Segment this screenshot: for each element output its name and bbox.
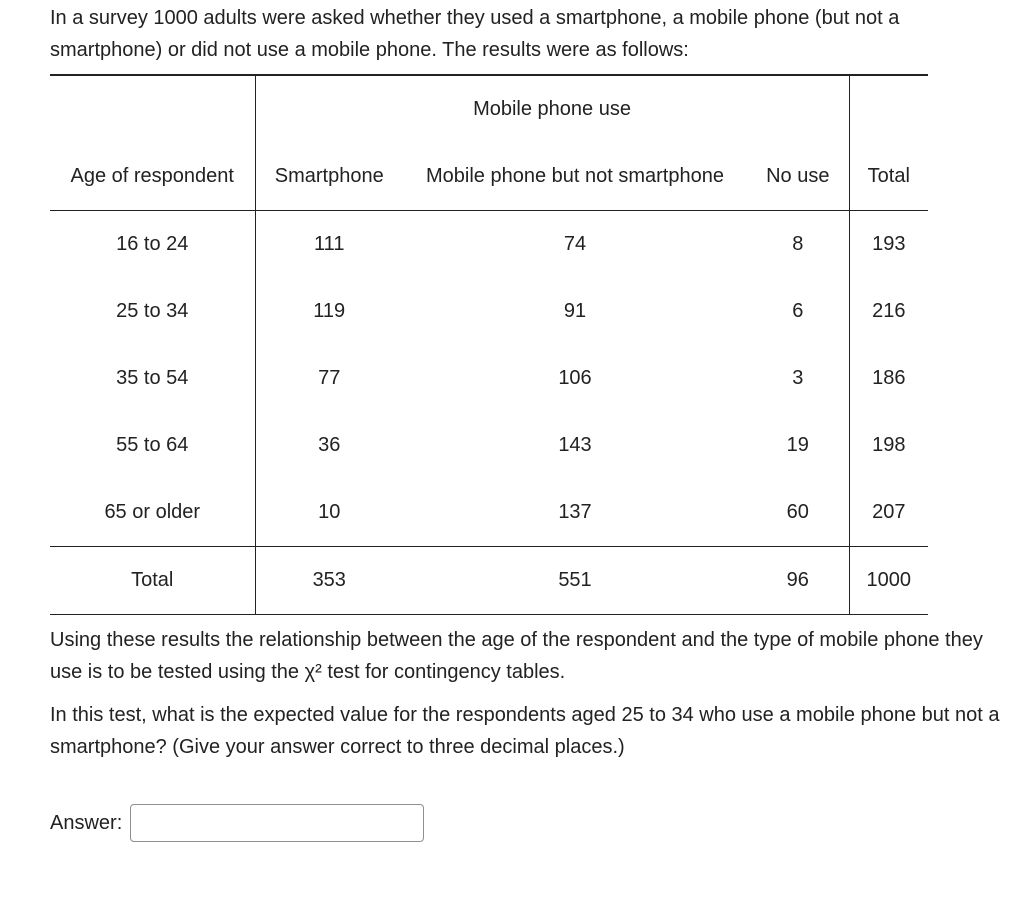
cell-smartphone: 10: [318, 501, 341, 523]
cell-mobile-not-smartphone: 143: [558, 434, 592, 456]
cell-total-smartphone: 353: [255, 547, 403, 615]
cell-mobile-not-smartphone: 137: [558, 501, 592, 523]
header-age: Age of respondent: [50, 142, 255, 211]
table-header-row: [50, 142, 928, 211]
table-group-header-row: [50, 75, 928, 142]
cell-no-use: 3: [792, 367, 804, 389]
cell-no-use: 6: [792, 300, 804, 322]
cell-smartphone: 36: [318, 434, 341, 456]
cell-no-use: 19: [786, 434, 809, 456]
contingency-table: [50, 74, 928, 615]
cell-age: 65 or older: [50, 479, 255, 547]
cell-age: 25 to 34: [50, 278, 255, 345]
cell-total-label: Total: [50, 547, 255, 615]
header-smartphone: Smartphone: [255, 142, 403, 211]
header-age-spacer: [50, 75, 255, 142]
cell-total: 207: [849, 479, 928, 547]
table-row: [50, 479, 928, 547]
cell-smartphone: 111: [314, 233, 345, 255]
table-row: [50, 412, 928, 479]
cell-no-use: 60: [786, 501, 809, 523]
cell-smartphone: 77: [318, 367, 341, 389]
question-text: In this test, what is the expected value for the respondents aged 25 to 34 who use a mobile phone but not a smartphone? (Give your answer correct to three decimal places.): [50, 704, 1000, 758]
answer-input[interactable]: [130, 804, 424, 842]
cell-total-no-use: 96: [747, 547, 849, 615]
table-total-row: [50, 547, 928, 615]
answer-label: Answer:: [50, 811, 123, 834]
header-no-use: No use: [747, 142, 849, 211]
cell-mobile-not-smartphone: 106: [558, 367, 592, 389]
question-context-text: Using these results the relationship between the age of the respondent and the type of mobile phone they use is to be tested using the χ² test for contingency tables.: [50, 629, 983, 683]
cell-total: 193: [849, 211, 928, 279]
header-total-spacer: [849, 75, 928, 142]
table-row: [50, 278, 928, 345]
intro-text: In a survey 1000 adults were asked whether they used a smartphone, a mobile phone (but not a smartphone) or did not use a mobile phone. The results were as follows:: [50, 7, 900, 61]
cell-mobile-not-smartphone: 91: [563, 300, 587, 322]
table-row: [50, 211, 928, 279]
cell-grand-total: 1000: [849, 547, 928, 615]
cell-age: 35 to 54: [50, 345, 255, 412]
header-mobile-not-smartphone: Mobile phone but not smartphone: [403, 142, 747, 211]
header-total: Total: [849, 142, 928, 211]
cell-total: 186: [849, 345, 928, 412]
contingency-table-container: [50, 74, 928, 615]
cell-total: 198: [849, 412, 928, 479]
cell-age: 55 to 64: [50, 412, 255, 479]
cell-mobile-not-smartphone: 74: [563, 233, 587, 255]
answer-row: [50, 804, 424, 842]
cell-smartphone: 119: [313, 300, 346, 322]
cell-age: 16 to 24: [50, 211, 255, 279]
cell-no-use: 8: [792, 233, 804, 255]
group-header-mobile-phone-use: Mobile phone use: [255, 75, 849, 142]
table-row: [50, 345, 928, 412]
cell-total-mobile-not-smartphone: 551: [403, 547, 747, 615]
cell-total: 216: [849, 278, 928, 345]
